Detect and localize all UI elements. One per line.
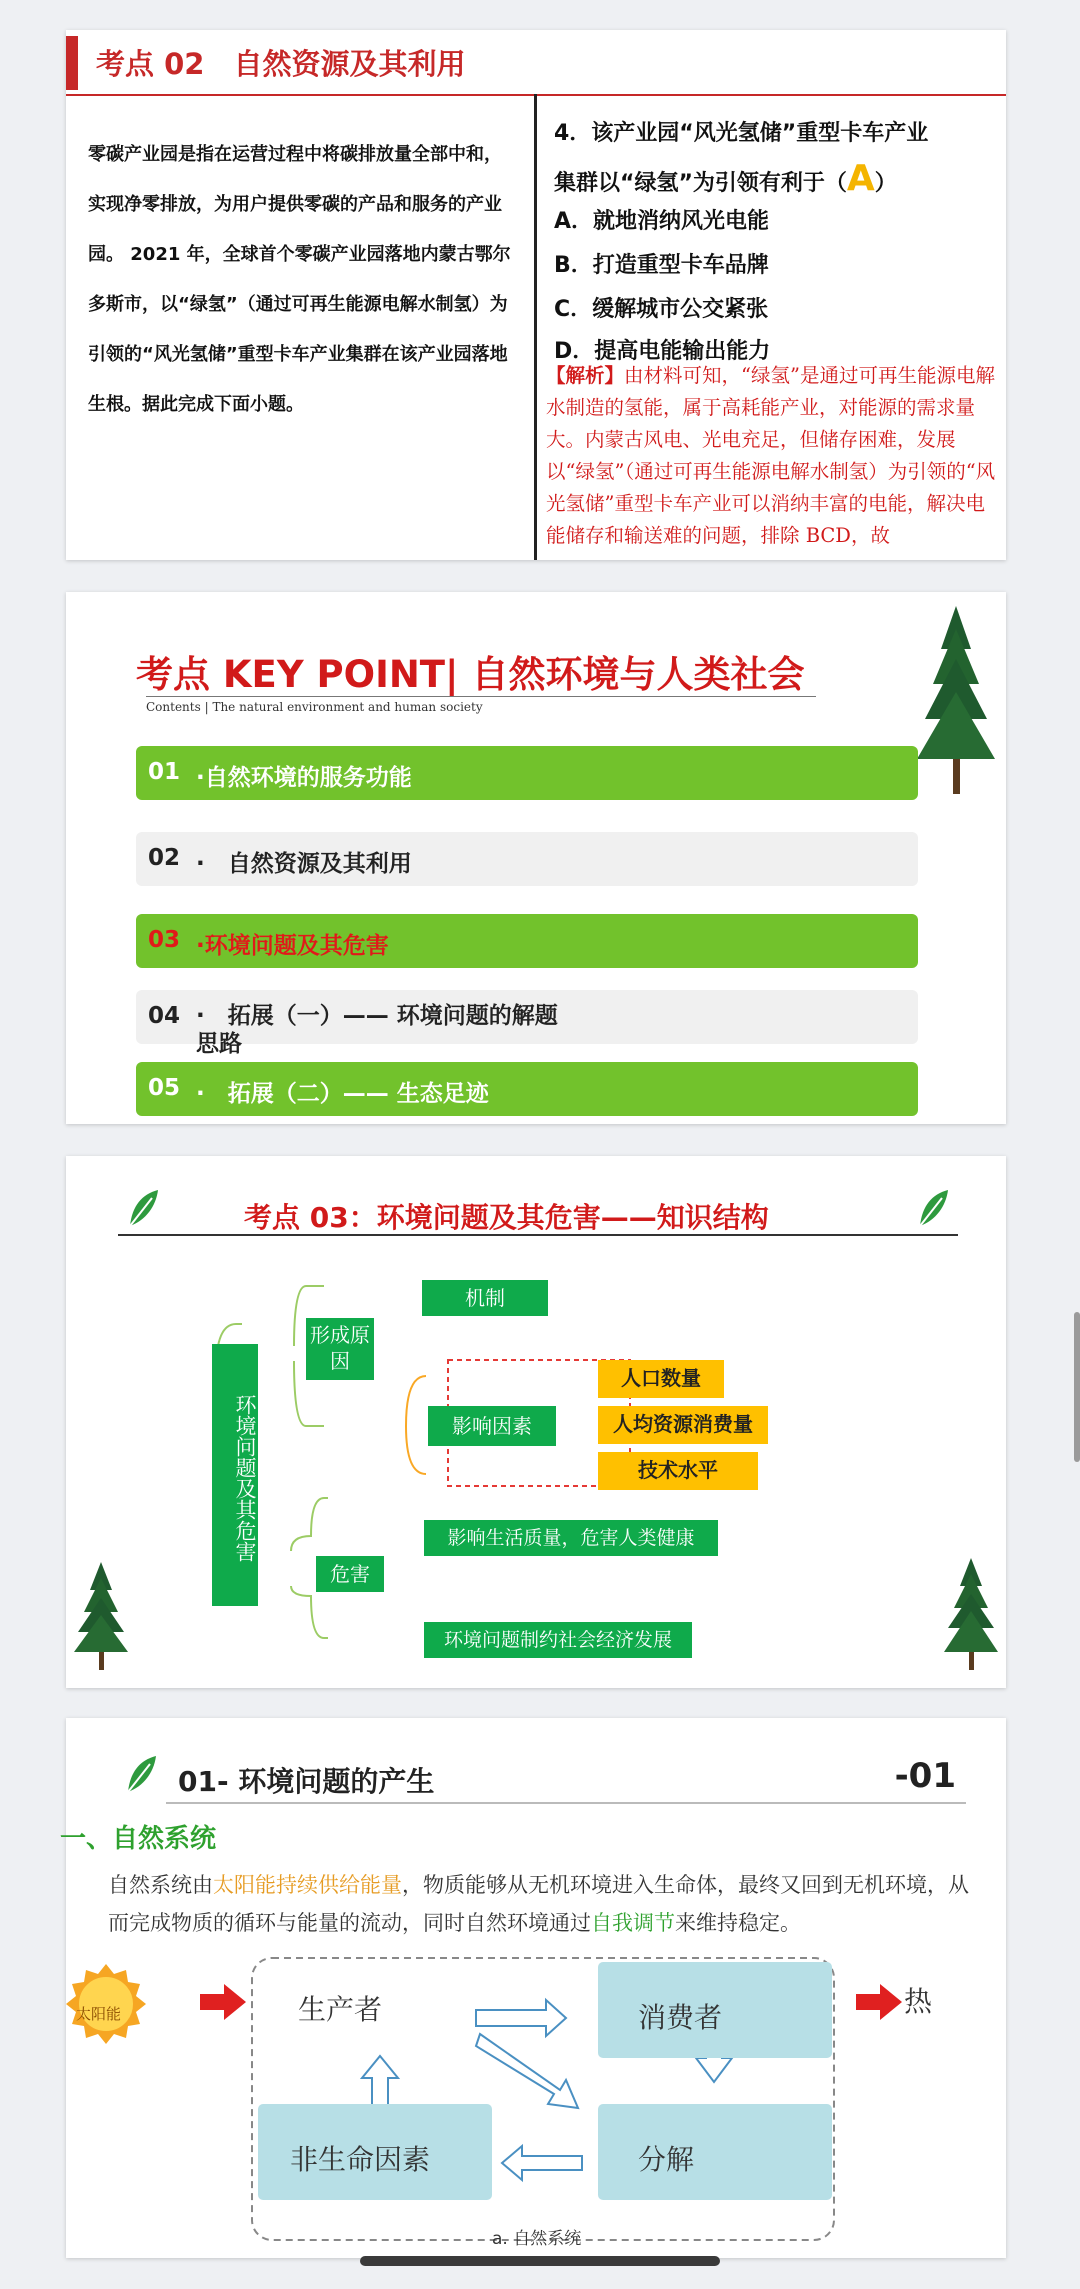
card-title: 考点 02 自然资源及其利用	[96, 47, 466, 81]
question-paren-close: ）	[874, 171, 897, 196]
analysis-tag: 【解析】	[546, 364, 625, 387]
item-label: ·自然环境的服务功能	[196, 765, 412, 791]
arrow-left-icon	[502, 2146, 582, 2180]
analysis-text	[546, 360, 996, 552]
figure-caption: a. 自然系统	[492, 2229, 582, 2249]
contents-subtitle: Contents | The natural environment and human society	[146, 700, 483, 714]
consumer-label: 消费者	[638, 2001, 723, 2034]
item-number: 04	[148, 1003, 181, 1029]
option-a: A．就地消纳风光电能	[554, 209, 770, 234]
home-indicator[interactable]	[360, 2256, 720, 2266]
para-highlight-energy: 太阳能持续供给能量	[213, 1873, 402, 1897]
natural-system-card	[60, 1718, 1006, 2258]
factor-technology: 技术水平	[598, 1452, 758, 1490]
sun-label: 太阳能	[76, 2005, 122, 2023]
knowledge-structure-card	[66, 1156, 1006, 1688]
harm-quality-health: 影响生活质量，危害人类健康	[424, 1520, 718, 1556]
para-highlight-regulation: 自我调节	[591, 1911, 675, 1935]
para-text: ，物质能够从无机环境进入生命体，最终又回到无机环境，从而完成物质的循环与能量的流动，同时自然环境通过	[108, 1873, 969, 1935]
question-stem: 集群以“绿氢”为引领有利于（	[554, 171, 847, 196]
contents-item-04[interactable]	[136, 990, 918, 1057]
contents-card	[66, 592, 1006, 1124]
abiotic-box	[258, 2104, 492, 2200]
item-number: 03	[148, 927, 181, 953]
producer-label: 生产者	[298, 1993, 383, 2026]
contents-item-03[interactable]	[136, 914, 918, 968]
factor-consumption: 人均资源消费量	[598, 1406, 768, 1444]
section-title: 01- 环境问题的产生	[178, 1765, 435, 1798]
contents-item-02[interactable]	[136, 832, 918, 886]
para-text: 自然系统由	[108, 1873, 213, 1897]
question-line-1: 4．该产业园“风光氢储”重型卡车产业	[554, 121, 929, 146]
contents-item-05[interactable]	[136, 1062, 918, 1116]
natural-system-diagram	[66, 1718, 1006, 2258]
pine-tree-icon	[72, 1560, 130, 1670]
question-line-2	[554, 158, 897, 199]
title-underline	[146, 696, 816, 697]
answer-letter: A	[846, 158, 875, 199]
pine-tree-icon	[911, 604, 1001, 794]
root-node: 环境问题及其危害	[212, 1344, 258, 1606]
item-number: 01	[148, 759, 181, 785]
contents-title: 考点 KEY POINT| 自然环境与人类社会	[136, 653, 805, 696]
arrow-right-icon	[476, 2000, 566, 2036]
arrow-diagonal-icon	[476, 2034, 578, 2108]
pine-tree-icon	[942, 1556, 1000, 1670]
scrollbar-thumb[interactable]	[1074, 1312, 1080, 1462]
option-d: D．提高电能输出能力	[554, 339, 771, 364]
factors-node: 影响因素	[428, 1406, 556, 1446]
item-label: · 自然资源及其利用	[196, 851, 412, 877]
item-label: · 拓展（二）—— 生态足迹	[196, 1081, 489, 1107]
item-number: 05	[148, 1075, 181, 1101]
item-label: · 拓展（一）—— 环境问题的解题思路	[196, 1003, 558, 1057]
heat-label: 热	[904, 1985, 933, 2018]
harm-node: 危害	[316, 1556, 384, 1592]
arrow-in-icon	[200, 1984, 246, 2020]
option-b: B．打造重型卡车品牌	[554, 253, 769, 278]
para-text: 来维持稳定。	[675, 1911, 801, 1935]
item-label: ·环境问题及其危害	[196, 933, 389, 959]
subsection-heading: 一、自然系统	[60, 1824, 217, 1854]
structure-title: 考点 03：环境问题及其危害——知识结构	[244, 1201, 769, 1234]
decompose-box	[598, 2104, 832, 2200]
reading-passage: 零碳产业园是指在运营过程中将碳排放量全部中和，实现净零排放，为用户提供零碳的产品和服务的产业园。 2021 年，全球首个零碳产业园落地内蒙古鄂尔多斯市，以“绿氢”（通过可再生能源电解水制氢）为引领的“风光氢储”重型卡车产业集群在该产业园落地生根。据此完成下面小题。	[88, 144, 511, 415]
factor-population: 人口数量	[598, 1360, 724, 1398]
page-number: -01	[894, 1756, 956, 1796]
abiotic-label: 非生命因素	[290, 2143, 431, 2176]
title-accent-bar	[66, 36, 78, 90]
analysis-body: 由材料可知，“绿氢”是通过可再生能源电解水制造的氢能，属于高耗能产业，对能源的需求量大。内蒙古风电、光电充足，但储存困难，发展以“绿氢”（通过可再生能源电解水制氢）为引领的“风光氢储”重型卡车产业可以消纳丰富的电能，解决电能储存和输送难的问题，排除 BCD，故	[546, 364, 996, 547]
arrow-out-icon	[856, 1984, 902, 2020]
contents-item-01[interactable]	[136, 746, 918, 800]
consumer-box	[598, 1962, 832, 2058]
column-divider	[534, 94, 537, 560]
item-number: 02	[148, 845, 181, 871]
harm-economy: 环境问题制约社会经济发展	[424, 1622, 692, 1658]
mechanism-node: 机制	[422, 1280, 548, 1316]
decompose-label: 分解	[638, 2143, 695, 2176]
cause-node: 形成原因	[306, 1318, 374, 1380]
option-c: C．缓解城市公交紧张	[554, 297, 769, 322]
question-card	[66, 30, 1006, 560]
